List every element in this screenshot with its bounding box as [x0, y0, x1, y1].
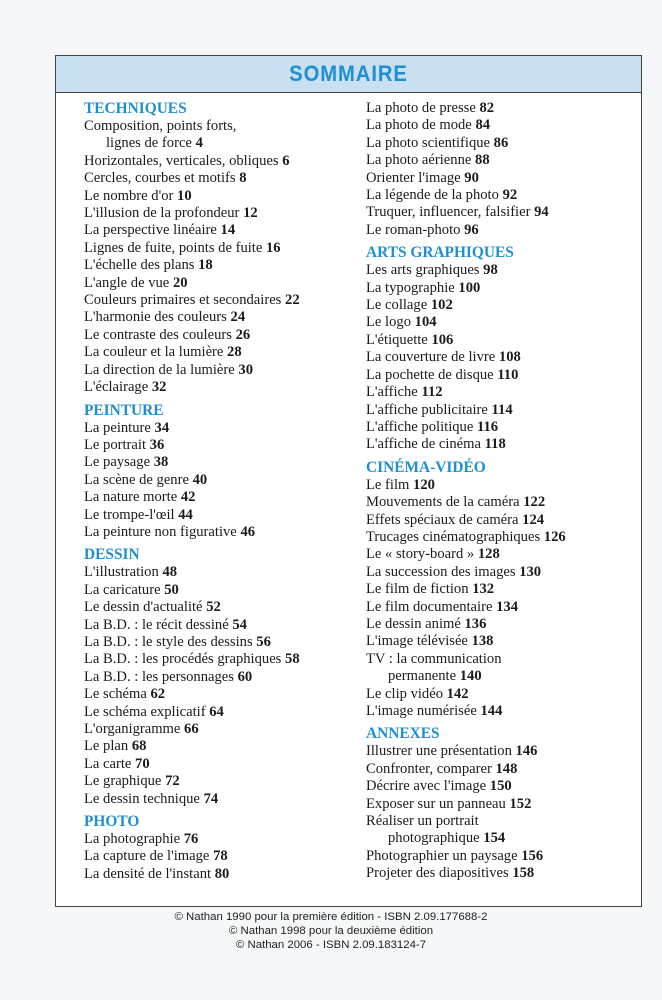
toc-entry-label: Le dessin technique — [84, 790, 200, 807]
toc-page-number: 40 — [192, 471, 208, 488]
toc-page-number: 114 — [491, 401, 513, 418]
toc-page-number: 136 — [464, 615, 487, 632]
toc-entry — [366, 865, 638, 882]
toc-page-number: 12 — [243, 205, 258, 222]
toc-entry — [366, 564, 638, 581]
toc-entry-label: Exposer sur un panneau — [366, 795, 506, 812]
toc-entry-label: permanente — [388, 668, 457, 685]
toc-entry-label: La légende de la photo — [366, 187, 499, 204]
toc-page-number: 48 — [162, 564, 178, 581]
toc-entry-label: Le roman-photo — [366, 221, 461, 238]
toc-entry — [366, 349, 638, 366]
toc-entry — [84, 257, 359, 274]
toc-entry — [366, 778, 638, 795]
toc-entry-label: lignes de force — [106, 135, 192, 152]
toc-entry — [84, 704, 359, 721]
toc-entry — [366, 384, 638, 401]
toc-entry-label: Le paysage — [84, 454, 151, 471]
toc-page-number: 68 — [131, 738, 147, 755]
toc-page-number: 52 — [206, 599, 221, 616]
toc-entry-label: La photo de mode — [366, 117, 472, 134]
toc-entry — [84, 721, 359, 738]
toc-entry — [366, 633, 638, 650]
toc-entry — [366, 512, 638, 529]
toc-entry-label: L'harmonie des couleurs — [84, 309, 227, 326]
toc-page-number: 144 — [480, 703, 503, 719]
toc-page-number: 4 — [195, 135, 203, 152]
toc-entry — [366, 280, 638, 297]
toc-entry-label: L'organigramme — [84, 721, 181, 737]
toc-entry-label: Réaliser un portrait — [366, 813, 479, 830]
title-band — [56, 56, 641, 93]
toc-page-number: 34 — [154, 419, 170, 436]
toc-entry-label: Confronter, comparer — [366, 760, 492, 777]
toc-entry-label: Le plan — [84, 738, 129, 755]
toc-page-number: 16 — [265, 239, 281, 256]
toc-entry-label: La carte — [84, 755, 132, 772]
toc-entry-label: Horizontales, verticales, obliques — [84, 152, 279, 169]
toc-entry-label: La B.D. : les procédés graphiques — [84, 651, 282, 668]
toc-page-number: 14 — [220, 222, 236, 239]
toc-entry — [366, 668, 638, 685]
toc-entry — [84, 686, 359, 703]
toc-entry — [84, 420, 359, 437]
toc-entry-label: La couverture de livre — [366, 349, 496, 366]
toc-entry-label: Le film documentaire — [366, 598, 493, 615]
toc-entry — [84, 582, 359, 599]
toc-page-number: 24 — [230, 309, 246, 326]
toc-entry-label: Le collage — [366, 297, 428, 314]
toc-entry-label: Le schéma — [84, 686, 147, 703]
toc-entry — [366, 581, 638, 598]
toc-page-number: 100 — [458, 279, 481, 296]
toc-entry — [366, 419, 638, 436]
toc-page-number: 30 — [238, 361, 253, 378]
toc-page-number: 130 — [519, 563, 542, 580]
toc-page-number: 28 — [227, 344, 242, 361]
toc-page-number: 104 — [414, 314, 437, 331]
toc-entry — [84, 738, 359, 755]
toc-entry-label: L'affiche politique — [366, 418, 474, 435]
toc-entry — [366, 813, 638, 830]
section-heading: TECHNIQUES — [84, 100, 187, 117]
toc-page-number: 106 — [431, 331, 454, 348]
toc-entry-label: L'affiche de cinéma — [366, 436, 481, 453]
toc-page-number: 44 — [178, 506, 193, 523]
toc-entry-label: Le « story-board » — [366, 546, 475, 563]
toc-entry-label: L'illusion de la profondeur — [84, 205, 240, 222]
toc-entry-label: Le dessin d'actualité — [84, 599, 203, 616]
toc-entry — [84, 240, 359, 257]
toc-entry-label: La nature morte — [84, 489, 178, 506]
toc-page-number: 82 — [479, 100, 495, 116]
section-heading: ARTS GRAPHIQUES — [366, 244, 514, 262]
toc-entry — [84, 222, 359, 239]
toc-entry — [84, 153, 359, 170]
toc-page-number: 10 — [177, 187, 192, 204]
section-heading: CINÉMA-VIDÉO — [366, 458, 486, 476]
toc-entry-label: Mouvements de la caméra — [366, 494, 520, 511]
toc-page-number: 150 — [489, 778, 512, 795]
toc-entry — [84, 773, 359, 790]
toc-page-number: 66 — [184, 721, 199, 737]
toc-page-number: 108 — [498, 349, 521, 366]
toc-entry — [366, 135, 638, 152]
toc-entry — [366, 436, 638, 453]
toc-entry — [84, 292, 359, 309]
toc-entry — [366, 848, 638, 865]
toc-page-number: 22 — [285, 292, 300, 309]
toc-entry — [366, 494, 638, 511]
toc-entry-label: La couleur et la lumière — [84, 344, 224, 361]
toc-entry — [366, 477, 638, 494]
toc-page-number: 80 — [214, 865, 230, 882]
copyright-line: © Nathan 1990 pour la première édition - ISBN 2.09.177688-2 — [174, 911, 488, 923]
toc-entry — [366, 686, 638, 703]
toc-entry-label: La densité de l'instant — [84, 865, 212, 882]
toc-entry — [84, 327, 359, 344]
toc-page-number: 56 — [256, 633, 271, 650]
toc-entry — [84, 524, 359, 541]
contents-frame — [55, 55, 642, 907]
toc-page-number: 6 — [282, 152, 290, 169]
toc-page-number: 142 — [446, 685, 469, 702]
toc-page-number: 110 — [497, 366, 519, 383]
copyright-line: © Nathan 1998 pour la deuxième édition — [228, 924, 434, 937]
toc-entry — [366, 367, 638, 384]
toc-entry-label: Orienter l'image — [366, 169, 461, 186]
toc-page-number: 58 — [285, 651, 300, 668]
toc-entry — [84, 507, 359, 524]
toc-entry — [366, 100, 638, 117]
toc-entry-label: Cercles, courbes et motifs — [84, 170, 236, 187]
toc-page-number: 140 — [459, 668, 482, 685]
toc-page-number: 92 — [502, 187, 518, 204]
toc-page-number: 124 — [522, 511, 545, 528]
toc-entry — [84, 848, 359, 865]
toc-entry — [366, 761, 638, 778]
toc-page-number: 70 — [135, 755, 150, 772]
toc-entry — [84, 135, 359, 152]
toc-entry — [84, 489, 359, 506]
toc-entry-label: La perspective linéaire — [84, 222, 217, 239]
toc-page-number: 126 — [543, 528, 566, 545]
toc-page-number: 62 — [150, 686, 166, 703]
toc-entry — [366, 402, 638, 419]
toc-entry — [84, 599, 359, 616]
toc-entry — [366, 222, 638, 239]
toc-entry — [84, 170, 359, 187]
toc-entry-label: Le film — [366, 476, 410, 493]
copyright-line: © Nathan 2006 - ISBN 2.09.183124-7 — [235, 938, 427, 951]
toc-entry-label: La typographie — [366, 279, 455, 296]
toc-entry — [366, 187, 638, 204]
toc-entry — [84, 362, 359, 379]
toc-entry — [84, 437, 359, 454]
contents-column-right — [366, 100, 638, 883]
toc-page-number: 146 — [515, 743, 538, 760]
toc-entry — [84, 866, 359, 883]
toc-page-number: 132 — [472, 581, 495, 598]
toc-entry-label: L'image télévisée — [366, 633, 468, 650]
toc-entry-label: Le nombre d'or — [84, 187, 174, 204]
toc-entry-label: L'illustration — [84, 564, 159, 581]
toc-entry-label: Les arts graphiques — [366, 262, 480, 279]
toc-entry-label: L'affiche — [366, 384, 418, 401]
toc-page-number: 94 — [534, 204, 549, 221]
toc-entry — [84, 205, 359, 222]
toc-page-number: 90 — [464, 169, 479, 186]
toc-entry-label: Lignes de fuite, points de fuite — [84, 239, 263, 256]
toc-entry — [366, 830, 638, 847]
toc-entry — [84, 791, 359, 808]
toc-entry-label: La pochette de disque — [366, 366, 494, 383]
toc-entry-label: La photo aérienne — [366, 152, 472, 169]
toc-entry-label: La peinture non figurative — [84, 523, 237, 540]
toc-entry-label: Le portrait — [84, 436, 146, 453]
toc-page-number: 156 — [521, 847, 544, 864]
toc-entry-label: Illustrer une présentation — [366, 743, 512, 760]
toc-entry-label: La peinture — [84, 419, 151, 436]
toc-page-number: 152 — [509, 795, 532, 812]
toc-page-number: 36 — [149, 436, 165, 453]
toc-page-number: 54 — [232, 616, 247, 633]
toc-entry — [366, 743, 638, 760]
toc-page-number: 26 — [235, 326, 251, 343]
toc-entry-label: Projeter des diapositives — [366, 865, 509, 882]
toc-page-number: 84 — [475, 117, 491, 134]
toc-page-number: 158 — [512, 865, 535, 882]
toc-page-number: 148 — [495, 760, 518, 777]
toc-page-number: 72 — [165, 773, 180, 790]
toc-entry — [84, 831, 359, 848]
toc-entry — [366, 262, 638, 279]
toc-entry-label: L'échelle des plans — [84, 257, 195, 274]
copyright-footer — [0, 911, 662, 952]
section-heading: PEINTURE — [84, 401, 164, 419]
toc-entry-label: La direction de la lumière — [84, 361, 235, 378]
toc-page-number: 86 — [493, 134, 509, 151]
toc-entry — [366, 703, 638, 720]
toc-entry — [366, 546, 638, 563]
toc-entry — [84, 275, 359, 292]
toc-page-number: 32 — [151, 379, 167, 396]
toc-entry-label: Le schéma explicatif — [84, 703, 206, 720]
toc-entry-label: La B.D. : le style des dessins — [84, 633, 253, 650]
toc-entry — [84, 634, 359, 651]
toc-entry-label: L'éclairage — [84, 379, 149, 396]
toc-entry — [366, 314, 638, 331]
toc-entry — [366, 796, 638, 813]
toc-entry — [366, 616, 638, 633]
toc-entry — [366, 529, 638, 546]
toc-entry-label: Composition, points forts, — [84, 118, 237, 134]
toc-page-number: 74 — [203, 790, 219, 807]
toc-page-number: 120 — [413, 476, 435, 493]
toc-entry-label: La photographie — [84, 831, 181, 848]
toc-entry — [366, 599, 638, 616]
toc-page-number: 96 — [464, 221, 479, 238]
toc-entry-label: Le dessin animé — [366, 615, 461, 632]
section-heading: ANNEXES — [366, 725, 440, 743]
toc-page-number: 116 — [476, 418, 499, 435]
toc-entry — [84, 564, 359, 581]
toc-page-number: 76 — [183, 831, 199, 848]
toc-page-number: 50 — [164, 581, 179, 598]
toc-entry — [84, 617, 359, 634]
toc-entry — [84, 118, 359, 135]
toc-entry-label: Truquer, influencer, falsifier — [366, 204, 531, 221]
toc-entry — [84, 188, 359, 205]
toc-entry-label: La caricature — [84, 581, 161, 598]
toc-page-number: 38 — [153, 454, 169, 471]
toc-entry — [366, 117, 638, 134]
toc-page-number: 112 — [421, 384, 443, 401]
toc-entry-label: La scène de genre — [84, 471, 189, 488]
toc-entry-label: L'image numérisée — [366, 703, 477, 719]
toc-entry — [84, 309, 359, 326]
toc-entry-label: TV : la communication — [366, 650, 502, 667]
toc-entry — [366, 170, 638, 187]
toc-page-number: 18 — [198, 257, 213, 274]
toc-entry — [366, 297, 638, 314]
toc-page-number: 134 — [496, 598, 518, 615]
toc-page-number: 20 — [172, 274, 188, 291]
toc-entry-label: Photographier un paysage — [366, 847, 518, 864]
toc-page-number: 60 — [237, 668, 253, 685]
toc-entry — [84, 651, 359, 668]
section-heading: PHOTO — [84, 813, 140, 831]
toc-entry — [366, 332, 638, 349]
toc-page-number: 102 — [430, 297, 453, 314]
toc-page-number: 78 — [213, 848, 228, 865]
toc-entry-label: Le film de fiction — [366, 581, 469, 598]
toc-entry — [84, 669, 359, 686]
toc-page-number: 98 — [483, 262, 498, 279]
toc-entry-label: Le trompe-l'œil — [84, 506, 175, 523]
toc-entry-label: Effets spéciaux de caméra — [366, 511, 519, 528]
page-title: SOMMAIRE — [289, 61, 408, 86]
toc-entry-label: Le contraste des couleurs — [84, 326, 232, 343]
toc-entry-label: La photo scientifique — [366, 134, 491, 151]
toc-page-number: 88 — [475, 152, 490, 169]
toc-page-number: 138 — [471, 633, 494, 650]
toc-entry-label: L'angle de vue — [84, 274, 170, 291]
toc-entry-label: L'étiquette — [366, 331, 428, 348]
toc-page-number: 8 — [239, 170, 247, 187]
toc-entry — [84, 344, 359, 361]
toc-entry-label: La B.D. : le récit dessiné — [84, 616, 229, 633]
toc-entry-label: Couleurs primaires et secondaires — [84, 292, 282, 309]
toc-entry — [366, 651, 638, 668]
toc-entry-label: Le logo — [366, 314, 411, 331]
toc-entry-label: Trucages cinématographiques — [366, 528, 541, 545]
toc-page-number: 46 — [240, 523, 256, 540]
toc-entry — [366, 152, 638, 169]
toc-entry — [366, 204, 638, 221]
contents-column-left — [84, 100, 359, 883]
toc-page-number: 42 — [180, 489, 196, 506]
toc-entry-label: La photo de presse — [366, 100, 476, 116]
toc-entry-label: L'affiche publicitaire — [366, 401, 488, 418]
toc-entry-label: photographique — [388, 830, 480, 847]
toc-entry — [84, 472, 359, 489]
toc-entry-label: La succession des images — [366, 563, 516, 580]
toc-entry-label: Le graphique — [84, 773, 162, 790]
toc-entry-label: Décrire avec l'image — [366, 778, 487, 795]
toc-page-number: 128 — [477, 546, 500, 563]
toc-entry-label: Le clip vidéo — [366, 685, 443, 702]
toc-entry — [84, 756, 359, 773]
toc-entry — [84, 454, 359, 471]
toc-page-number: 154 — [483, 830, 506, 847]
toc-page-number: 118 — [484, 436, 506, 453]
section-heading: DESSIN — [84, 546, 140, 564]
toc-entry — [84, 379, 359, 396]
toc-page-number: 122 — [523, 494, 546, 511]
toc-page-number: 64 — [209, 703, 224, 720]
toc-entry-label: La capture de l'image — [84, 848, 210, 865]
toc-entry-label: La B.D. : les personnages — [84, 668, 234, 685]
